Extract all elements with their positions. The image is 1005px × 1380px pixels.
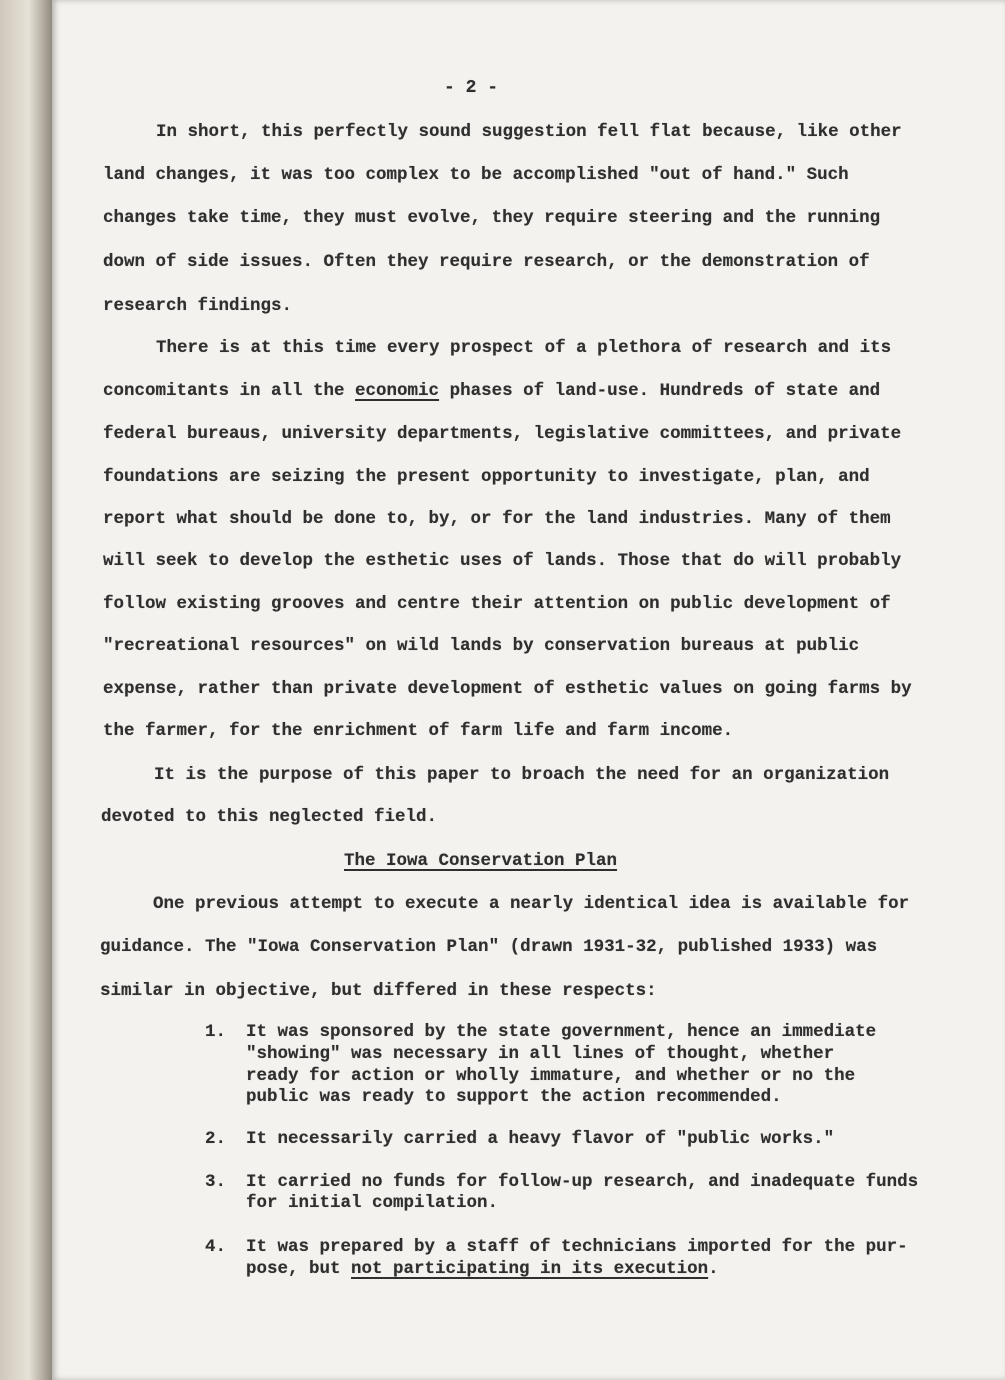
paragraph-2-line-8: "recreational resources" on wild lands by conservation bureaus at public: [103, 636, 860, 656]
list-item-1-line-3: ready for action or wholly immature, and whether or no the: [246, 1066, 856, 1086]
paragraph-1-line-2: land changes, it was too complex to be accomplished "out of hand." Such: [103, 165, 849, 185]
paragraph-2-line-6: will seek to develop the esthetic uses of lands. Those that do will probably: [103, 551, 902, 571]
paragraph-4-line-3: similar in objective, but differed in these respects:: [100, 981, 657, 1001]
list-item-1-line-2: "showing" was necessary in all lines of thought, whether: [246, 1044, 835, 1064]
paragraph-2-line-7: follow existing grooves and centre their attention on public development of: [103, 594, 891, 614]
underlined-economic: economic: [355, 381, 440, 401]
list-item-4-line-1: It was prepared by a staff of technicians imported for the pur-: [246, 1237, 908, 1257]
list-item-2-number: 2.: [205, 1129, 227, 1149]
list-item-1-line-1: It was sponsored by the state government, hence an immediate: [246, 1022, 877, 1042]
list-item-4-number: 4.: [205, 1237, 227, 1257]
list-item-3-number: 3.: [205, 1172, 227, 1192]
list-item-1-line-4: public was ready to support the action recommended.: [246, 1087, 782, 1107]
paragraph-2-line-2: [103, 381, 880, 401]
underlined-not-participating: not participating in its execution: [351, 1259, 709, 1279]
paragraph-1-line-3: changes take time, they must evolve, they require steering and the running: [103, 208, 881, 228]
paragraph-3-line-1: It is the purpose of this paper to broach the need for an organization: [154, 765, 890, 785]
list-item-1-number: 1.: [205, 1022, 227, 1042]
paragraph-2-line-4: foundations are seizing the present opportunity to investigate, plan, and: [103, 467, 870, 487]
paragraph-1-line-5: research findings.: [103, 296, 293, 316]
paragraph-1-line-4: down of side issues. Often they require research, or the demonstration of: [103, 252, 870, 272]
list-item-3-line-1: It carried no funds for follow-up research, and inadequate funds: [246, 1172, 919, 1192]
section-heading: The Iowa Conservation Plan: [344, 851, 618, 871]
paragraph-2-line-2-text-b: phases of land-use. Hundreds of state and: [439, 381, 881, 401]
paragraph-2-line-1: There is at this time every prospect of a plethora of research and its: [156, 338, 892, 358]
paragraph-3-line-2: devoted to this neglected field.: [101, 807, 438, 827]
list-item-3-line-2: for initial compilation.: [246, 1193, 499, 1213]
paragraph-2-line-9: expense, rather than private development of esthetic values on going farms by: [103, 679, 912, 699]
paragraph-2-line-2-text-a: concomitants in all the: [103, 381, 356, 401]
paragraph-2-line-10: the farmer, for the enrichment of farm life and farm income.: [103, 721, 734, 741]
paragraph-4-line-2: guidance. The "Iowa Conservation Plan" (drawn 1931-32, published 1933) was: [100, 937, 878, 957]
paragraph-2-line-3: federal bureaus, university departments, legislative committees, and private: [103, 424, 902, 444]
list-item-4-line-2-text-a: pose, but: [246, 1259, 352, 1279]
list-item-4-line-2: [246, 1259, 719, 1279]
paragraph-4-line-1: One previous attempt to execute a nearly identical idea is available for: [153, 894, 910, 914]
paragraph-1-line-1: In short, this perfectly sound suggestion fell flat because, like other: [156, 122, 902, 142]
list-item-4-line-2-text-b: .: [708, 1259, 719, 1279]
page-number: - 2 -: [444, 78, 499, 98]
binding-edge: [0, 0, 52, 1380]
paragraph-2-line-5: report what should be done to, by, or for the land industries. Many of them: [103, 509, 891, 529]
list-item-2-line-1: It necessarily carried a heavy flavor of "public works.": [246, 1129, 835, 1149]
